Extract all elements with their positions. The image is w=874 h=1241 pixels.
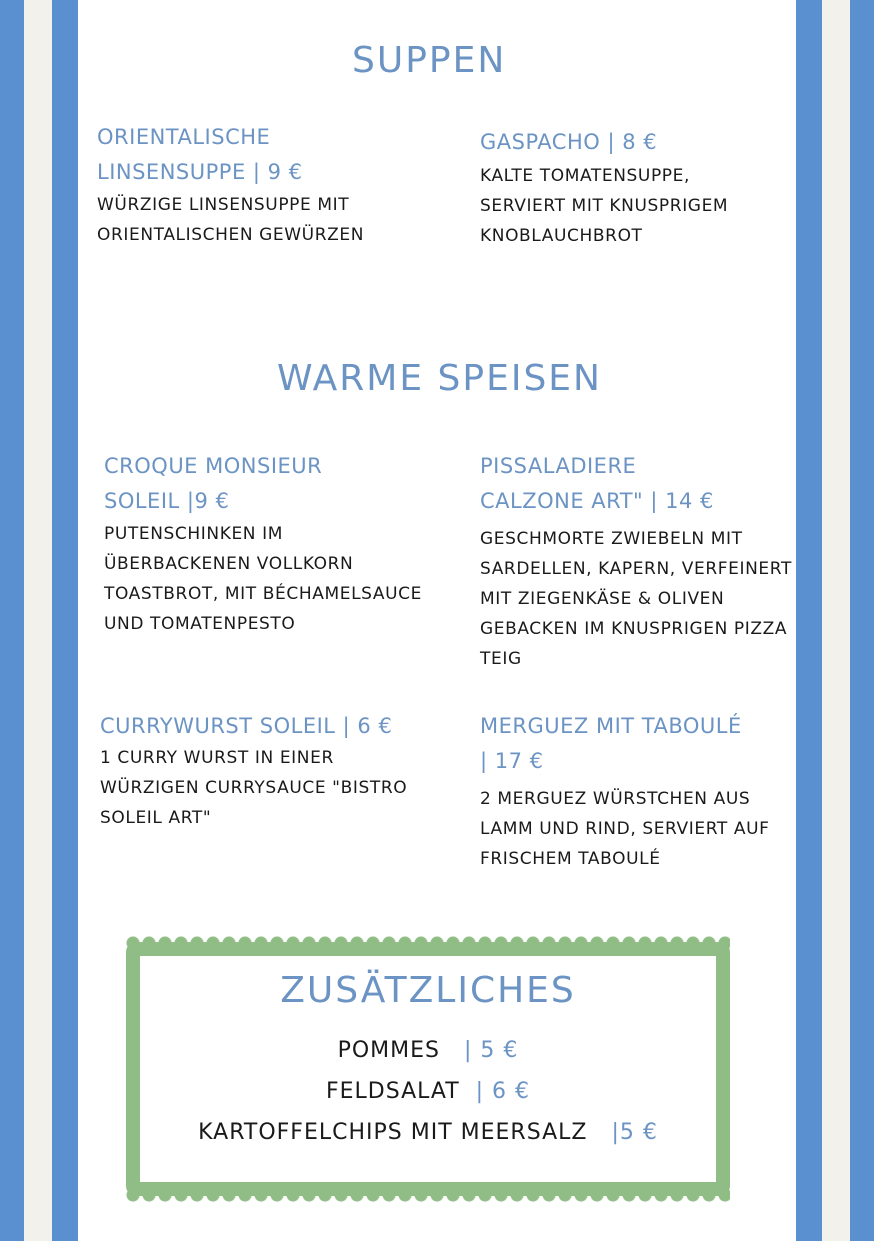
item-desc-currywurst: 1 CURRY WURST IN EINER WÜRZIGEN CURRYSAUCE "BISTRO SOLEIL ART" — [100, 748, 408, 828]
item-desc-croque: PUTENSCHINKEN IM ÜBERBACKENEN VOLLKORN TOASTBROT, MIT BÉCHAMELSAUCE UND TOMATENPESTO — [104, 524, 422, 634]
extras-title: ZUSÄTZLICHES — [280, 970, 576, 1011]
right-cream-stripe — [822, 0, 850, 1241]
extras-panel — [140, 956, 716, 1182]
item-desc-linsensuppe: WÜRZIGE LINSENSUPPE MIT ORIENTALISCHEN GEWÜRZEN — [97, 195, 365, 245]
right-inner-stripe — [796, 0, 822, 1241]
item-desc-pissaladiere: GESCHMORTE ZWIEBELN MIT SARDELLEN, KAPERN, VERFEINERT MIT ZIEGENKÄSE & OLIVEN GEBACKEN IM KNUSPRIGEN PIZZA TEIG — [480, 529, 792, 669]
warme-speisen-title: WARME SPEISEN — [277, 358, 602, 399]
left-cream-stripe — [24, 0, 52, 1241]
right-outer-stripe — [850, 0, 874, 1241]
item-title-linsensuppe: ORIENTALISCHE LINSENSUPPE | 9 € — [97, 125, 303, 184]
item-title-gaspacho: GASPACHO | 8 € — [480, 130, 658, 154]
extra-item-pommes: POMMES | 5 € — [337, 1038, 519, 1063]
item-title-croque: CROQUE MONSIEUR SOLEIL |9 € — [104, 454, 323, 513]
item-title-pissaladiere: PISSALADIERE CALZONE ART" | 14 € — [480, 454, 714, 513]
extras-frame — [126, 942, 730, 1196]
left-outer-stripe — [0, 0, 24, 1241]
extra-item-feldsalat: FELDSALAT | 6 € — [325, 1079, 531, 1104]
item-desc-merguez: 2 MERGUEZ WÜRSTCHEN AUS LAMM UND RIND, SERVIERT AUF FRISCHEM TABOULÉ — [480, 789, 770, 869]
left-inner-stripe — [52, 0, 78, 1241]
item-desc-gaspacho: KALTE TOMATENSUPPE, SERVIERT MIT KNUSPRIGEM KNOBLAUCHBROT — [480, 166, 729, 246]
extra-item-kartoffelchips: KARTOFFELCHIPS MIT MEERSALZ |5 € — [198, 1120, 658, 1145]
item-title-merguez: MERGUEZ MIT TABOULÉ | 17 € — [480, 714, 742, 773]
suppen-title: SUPPEN — [352, 40, 507, 81]
item-title-currywurst: CURRYWURST SOLEIL | 6 € — [100, 714, 393, 738]
